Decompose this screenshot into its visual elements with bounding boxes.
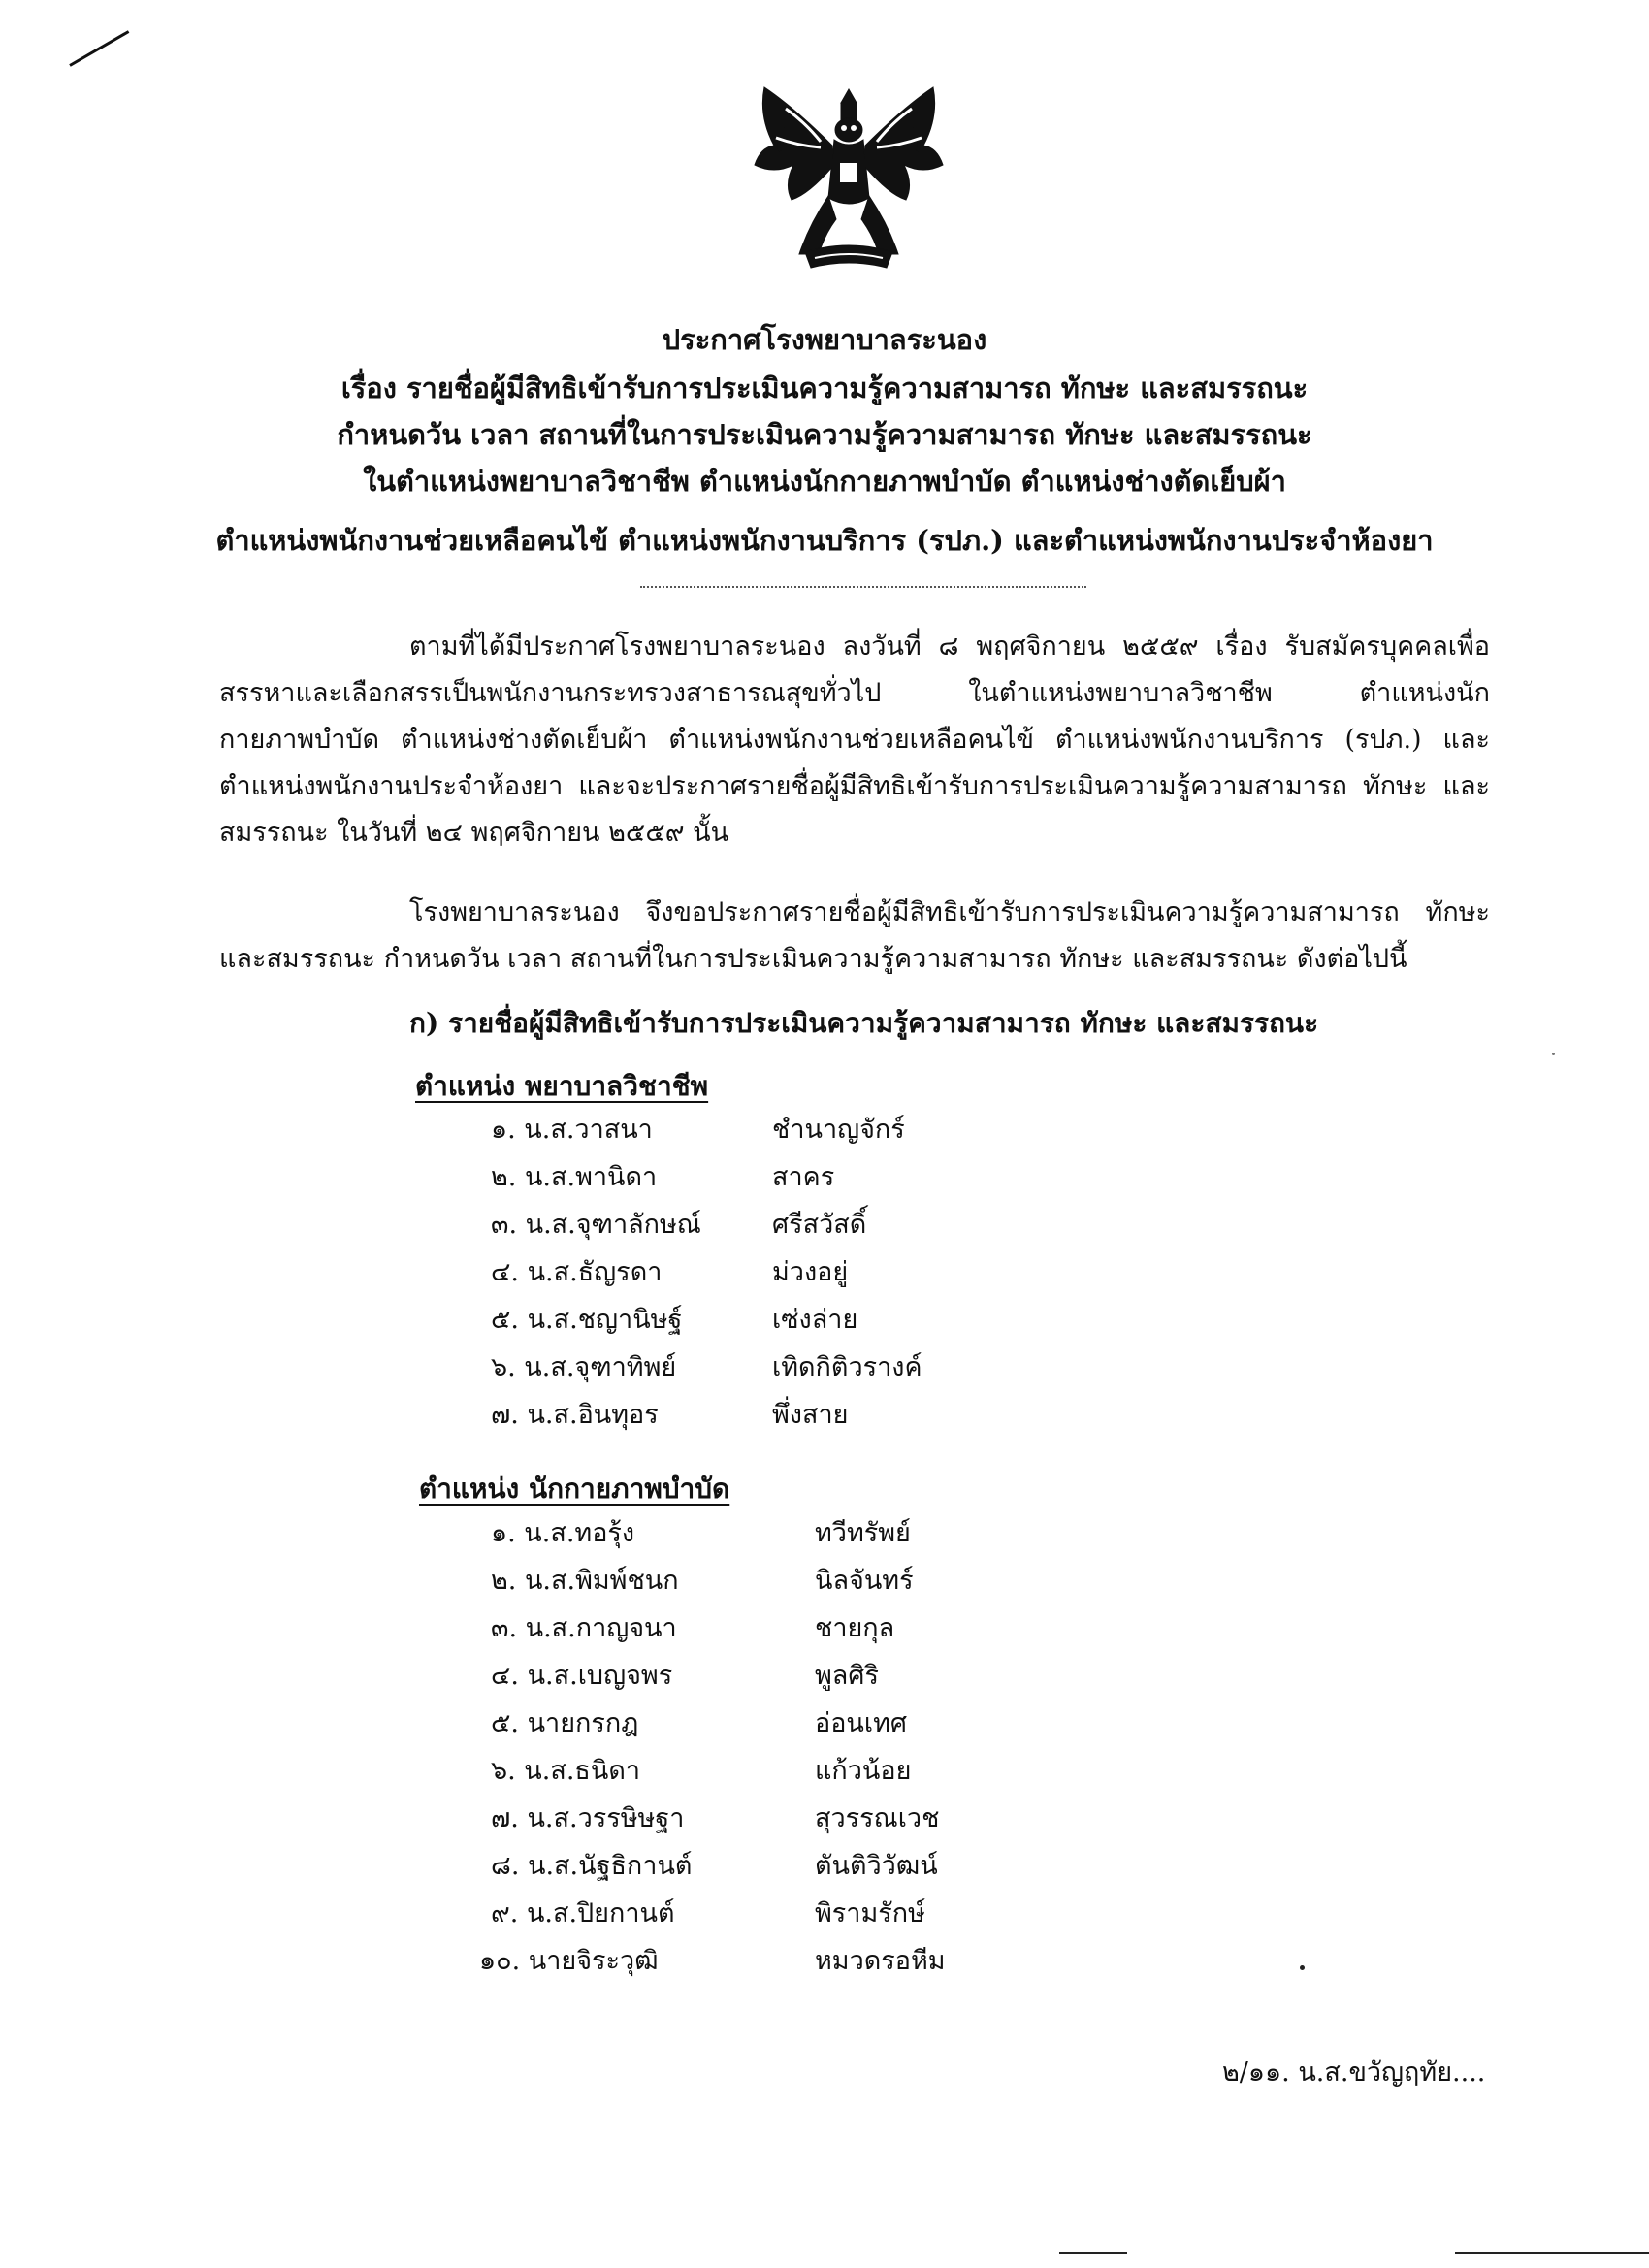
person-surname: พึ่งสาย [772,1400,849,1430]
subject-line-2: กำหนดวัน เวลา สถานที่ในการประเมินความรู้ความสามารถ ทักษะ และสมรรถนะ [337,418,1312,451]
person-surname: พิรามรักษ์ [815,1898,925,1928]
person-surname: พูลศิริ [815,1661,879,1691]
position-title-nurse: ตำแหน่ง พยาบาลวิชาชีพ [415,1070,709,1102]
section-a-heading: ก) รายชื่อผู้มีสิทธิเข้ารับการประเมินความรู้ความสามารถ ทักษะ และสมรรถนะ [409,1007,1319,1039]
bottom-edge-mark [1059,2252,1127,2254]
person-name: ๔. น.ส.ธัญรดา [491,1257,663,1287]
garuda-emblem-icon [747,70,951,278]
continuation-note: ๒/๑๑. น.ส.ขวัญฤทัย.... [1222,2057,1486,2088]
person-surname: เซ่งล่าย [772,1305,858,1335]
person-name: ๒. น.ส.พิมพ์ชนก [491,1566,679,1596]
subject-line-4: ตำแหน่งพนักงานช่วยเหลือคนไข้ ตำแหน่งพนักงานบริการ (รปภ.) และตำแหน่งพนักงานประจำห้องยา [215,524,1434,557]
announcement-paragraph: โรงพยาบาลระนอง จึงขอประกาศรายชื่อผู้มีสิทธิเข้ารับการประเมินความรู้ความสามารถ ทักษะและสมรรถนะ กำหนดวัน เวลา สถานที่ในการประเมินความรู้ความสามารถ ทักษะ และสมรรถนะ ดังต่อไปนี้ [219,897,1490,974]
stray-dot [1300,1965,1305,1970]
person-surname: ม่วงอยู่ [772,1257,849,1287]
person-name: ๑๐. นายจิระวุฒิ [479,1946,659,1976]
person-surname: สุวรรณเวช [815,1803,940,1833]
person-surname: สาคร [772,1162,835,1192]
person-name: ๙. น.ส.ปิยกานต์ [491,1898,675,1928]
person-surname: ทวีทรัพย์ [815,1518,911,1548]
dotted-divider [640,586,1086,588]
pen-mark [69,30,129,67]
person-surname: เทิดกิติวรางค์ [772,1352,922,1382]
person-surname: แก้วน้อย [815,1756,912,1786]
person-surname: ชายกุล [815,1613,895,1643]
person-name: ๕. น.ส.ชญานิษฐ์ [491,1305,683,1335]
person-surname: ศรีสวัสดิ์ [772,1210,867,1240]
person-name: ๔. น.ส.เบญจพร [491,1661,673,1691]
stray-dot [1552,1053,1555,1055]
person-name: ๘. น.ส.นัฐธิกานต์ [491,1851,693,1881]
person-name: ๕. นายกรกฎ [491,1708,639,1738]
person-name: ๖. น.ส.ธนิดา [491,1756,641,1786]
person-surname: ตันติวิวัฒน์ [815,1851,938,1881]
person-name: ๗. น.ส.วรรษิษฐา [491,1803,685,1833]
announcement-title: ประกาศโรงพยาบาลระนอง [662,323,987,356]
person-surname: อ่อนเทศ [815,1708,908,1738]
person-surname: หมวดรอหีม [815,1946,946,1976]
intro-paragraph: ตามที่ได้มีประกาศโรงพยาบาลระนอง ลงวันที่ ๘ พฤศจิกายน ๒๕๕๙ เรื่อง รับสมัครบุคคลเพื่อสรรหาและเลือกสรรเป็นพนักงานกระทรวงสาธารณสุขทั่วไป ในตำแหน่งพยาบาลวิชาชีพ ตำแหน่งนักกายภาพบำบัด ตำแหน่งช่างตัดเย็บผ้า ตำแหน่งพนักงานช่วยเหลือคนไข้ ตำแหน่งพนักงานบริการ (รปภ.) และตำแหน่งพนักงานประจำห้องยา และจะประกาศรายชื่อผู้มีสิทธิเข้ารับการประเมินความรู้ความสามารถ ทักษะ และสมรรถนะ ในวันที่ ๒๔ พฤศจิกายน ๒๕๕๙ นั้น [219,632,1490,848]
person-name: ๒. น.ส.พานิดา [491,1162,658,1192]
person-name: ๑. น.ส.วาสนา [491,1115,653,1145]
person-name: ๓. น.ส.จุฑาลักษณ์ [491,1210,701,1240]
position-title-physiotherapist: ตำแหน่ง นักกายภาพบำบัด [419,1473,730,1505]
person-name: ๓. น.ส.กาญจนา [491,1613,677,1643]
bottom-edge-mark [1455,2252,1649,2254]
person-surname: นิลจันทร์ [815,1566,914,1596]
person-name: ๖. น.ส.จุฑาทิพย์ [491,1352,677,1382]
person-name: ๑. น.ส.ทอรุ้ง [491,1518,635,1548]
person-name: ๗. น.ส.อินทุอร [491,1400,659,1430]
subject-line-1: เรื่อง รายชื่อผู้มีสิทธิเข้ารับการประเมินความรู้ความสามารถ ทักษะ และสมรรถนะ [340,372,1309,405]
subject-line-3: ในตำแหน่งพยาบาลวิชาชีพ ตำแหน่งนักกายภาพบำบัด ตำแหน่งช่างตัดเย็บผ้า [363,465,1286,498]
person-surname: ชำนาญจักร์ [772,1115,905,1145]
